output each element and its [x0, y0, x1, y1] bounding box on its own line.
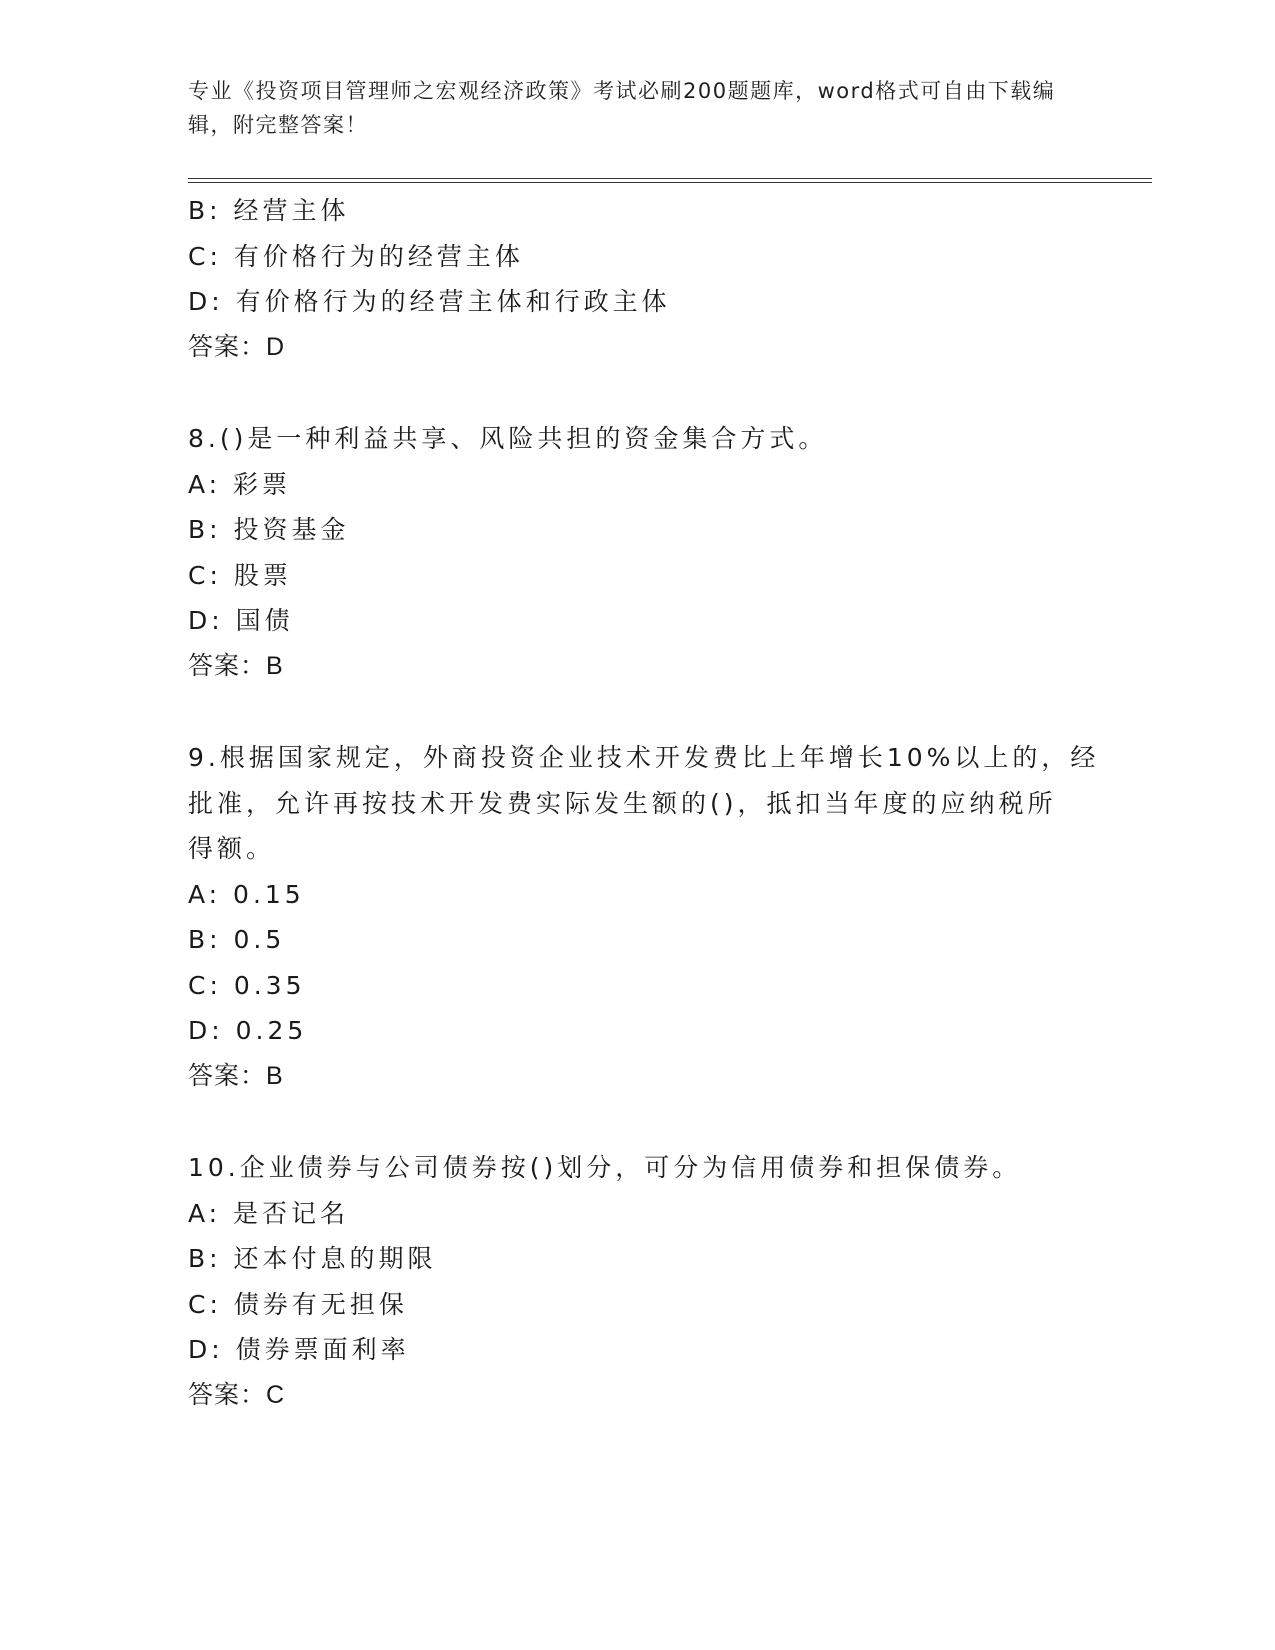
question-7 — [188, 188, 1088, 370]
spacer — [188, 370, 1088, 416]
spacer — [188, 689, 1088, 735]
question-9 — [188, 735, 1100, 1099]
document-header: 专业《投资项目管理师之宏观经济政策》考试必刷200题题库，word格式可自由下载编辑，附完整答案！ — [188, 79, 1056, 137]
answer: 答案：C — [188, 1380, 286, 1409]
option-b: B: 投资基金 — [188, 515, 350, 544]
option-b: B: 经营主体 — [188, 196, 350, 225]
option-d: D: 国债 — [188, 606, 294, 635]
option-a: A: 彩票 — [188, 469, 292, 499]
option-b: B: 还本付息的期限 — [188, 1244, 437, 1273]
answer: 答案：D — [188, 332, 286, 361]
option-d: D: 0.25 — [188, 1016, 308, 1045]
option-c: C: 股票 — [188, 560, 292, 590]
option-b: B: 0.5 — [188, 925, 286, 954]
answer: 答案：B — [188, 1061, 284, 1090]
question-stem: 10.企业债券与公司债券按()划分，可分为信用债券和担保债券。 — [188, 1153, 1022, 1182]
option-a: A: 是否记名 — [188, 1198, 350, 1228]
question-list — [188, 188, 1100, 1418]
option-c: C: 0.35 — [188, 970, 306, 1000]
question-stem-line-1: 9.根据国家规定，外商投资企业技术开发费比上年增长10%以上的，经 — [188, 743, 1100, 772]
question-8 — [188, 416, 1088, 689]
question-stem-line-3: 得额。 — [188, 834, 276, 863]
option-a: A: 0.15 — [188, 879, 305, 909]
option-d: D: 有价格行为的经营主体和行政主体 — [188, 287, 671, 316]
answer: 答案：B — [188, 651, 284, 680]
option-c: C: 债券有无担保 — [188, 1289, 408, 1319]
question-10 — [188, 1145, 1088, 1418]
header-divider — [188, 178, 1152, 183]
spacer — [188, 1099, 1088, 1145]
question-stem: 8.()是一种利益共享、风险共担的资金集合方式。 — [188, 424, 828, 453]
question-stem-line-2: 批准，允许再按技术开发费实际发生额的()，抵扣当年度的应纳税所 — [188, 788, 1057, 818]
option-d: D: 债券票面利率 — [188, 1335, 410, 1364]
option-c: C: 有价格行为的经营主体 — [188, 241, 524, 271]
